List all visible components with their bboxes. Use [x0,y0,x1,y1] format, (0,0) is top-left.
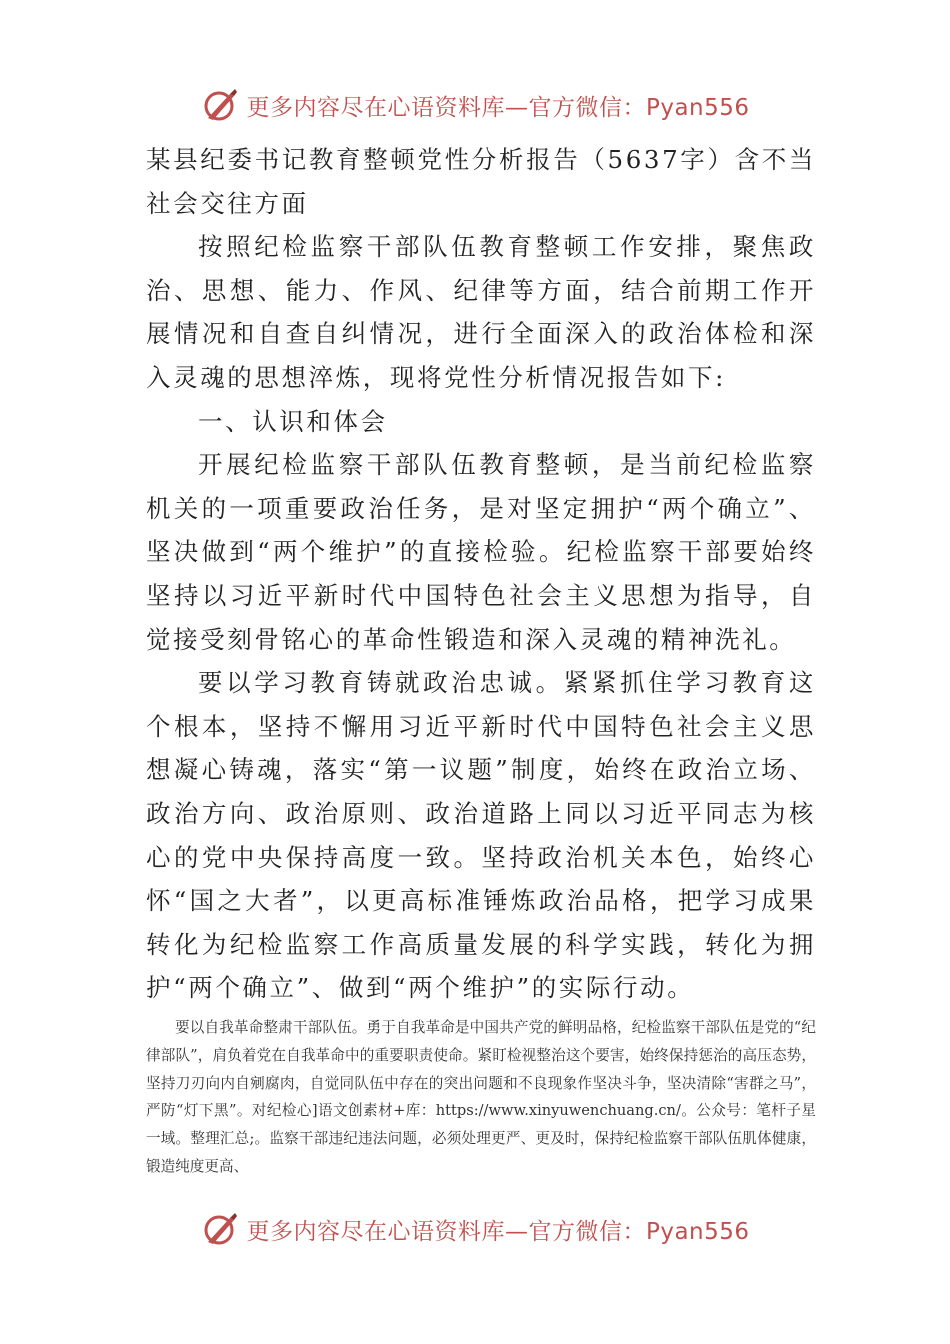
small-print-section [146,1014,816,1181]
header-banner-text: 更多内容尽在心语资料库—官方微信：Pyan556 [246,94,750,121]
document-title: 某县纪委书记教育整顿党性分析报告（5637字）含不当社会交往方面 [146,145,816,218]
pen-circle-logo-icon [200,85,240,125]
footer-banner-text: 更多内容尽在心语资料库—官方微信：Pyan556 [246,1218,750,1245]
pen-circle-logo-icon [200,1209,240,1249]
footer-banner [0,1204,950,1254]
header-banner [0,80,950,130]
intro-paragraph: 按照纪检监察干部队伍教育整顿工作安排，聚焦政治、思想、能力、作风、纪律等方面，结合前期工作开展情况和自查自纠情况，进行全面深入的政治体检和深入灵魂的思想淬炼，现将党性分析情况报告如下: [146,232,816,392]
paragraph: 要以学习教育铸就政治忠诚。紧紧抓住学习教育这个根本，坚持不懈用习近平新时代中国特色社会主义思想凝心铸魂，落实“第一议题”制度，始终在政治立场、政治方向、政治原则、政治道路上同以习近平同志为核心的党中央保持高度一致。坚持政治机关本色，始终心怀“国之大者”，以更高标准锤炼政治品格，把学习成果转化为纪检监察工作高质量发展的科学实践，转化为拥护“两个确立”、做到“两个维护”的实际行动。 [146,668,816,1003]
section-heading: 一、认识和体会 [198,406,388,436]
small-paragraph: 要以自我革命整肃干部队伍。勇于自我革命是中国共产党的鲜明品格，纪检监察干部队伍是党的“纪律部队”，肩负着党在自我革命中的重要职责使命。紧盯检视整治这个要害，始终保持惩治的高压态势，坚持刀刃向内自剜腐肉，自觉同队伍中存在的突出问题和不良现象作坚决斗争，坚决清除“害群之马”，严防“灯下黑”。对纪检心]语文创素材+库：https://www.xinyuwenchuang.cn/。公众号：笔杆子星一域。整理汇总;。监察干部违纪违法问题，必须处理更严、更及时，保持纪检监察干部队伍肌体健康，锻造纯度更高、 [146,1019,816,1175]
document-body [146,138,816,1010]
paragraph: 开展纪检监察干部队伍教育整顿，是当前纪检监察机关的一项重要政治任务，是对坚定拥护“两个确立”、坚决做到“两个维护”的直接检验。纪检监察干部要始终坚持以习近平新时代中国特色社会主义思想为指导，自觉接受刻骨铭心的革命性锻造和深入灵魂的精神洗礼。 [146,450,816,654]
